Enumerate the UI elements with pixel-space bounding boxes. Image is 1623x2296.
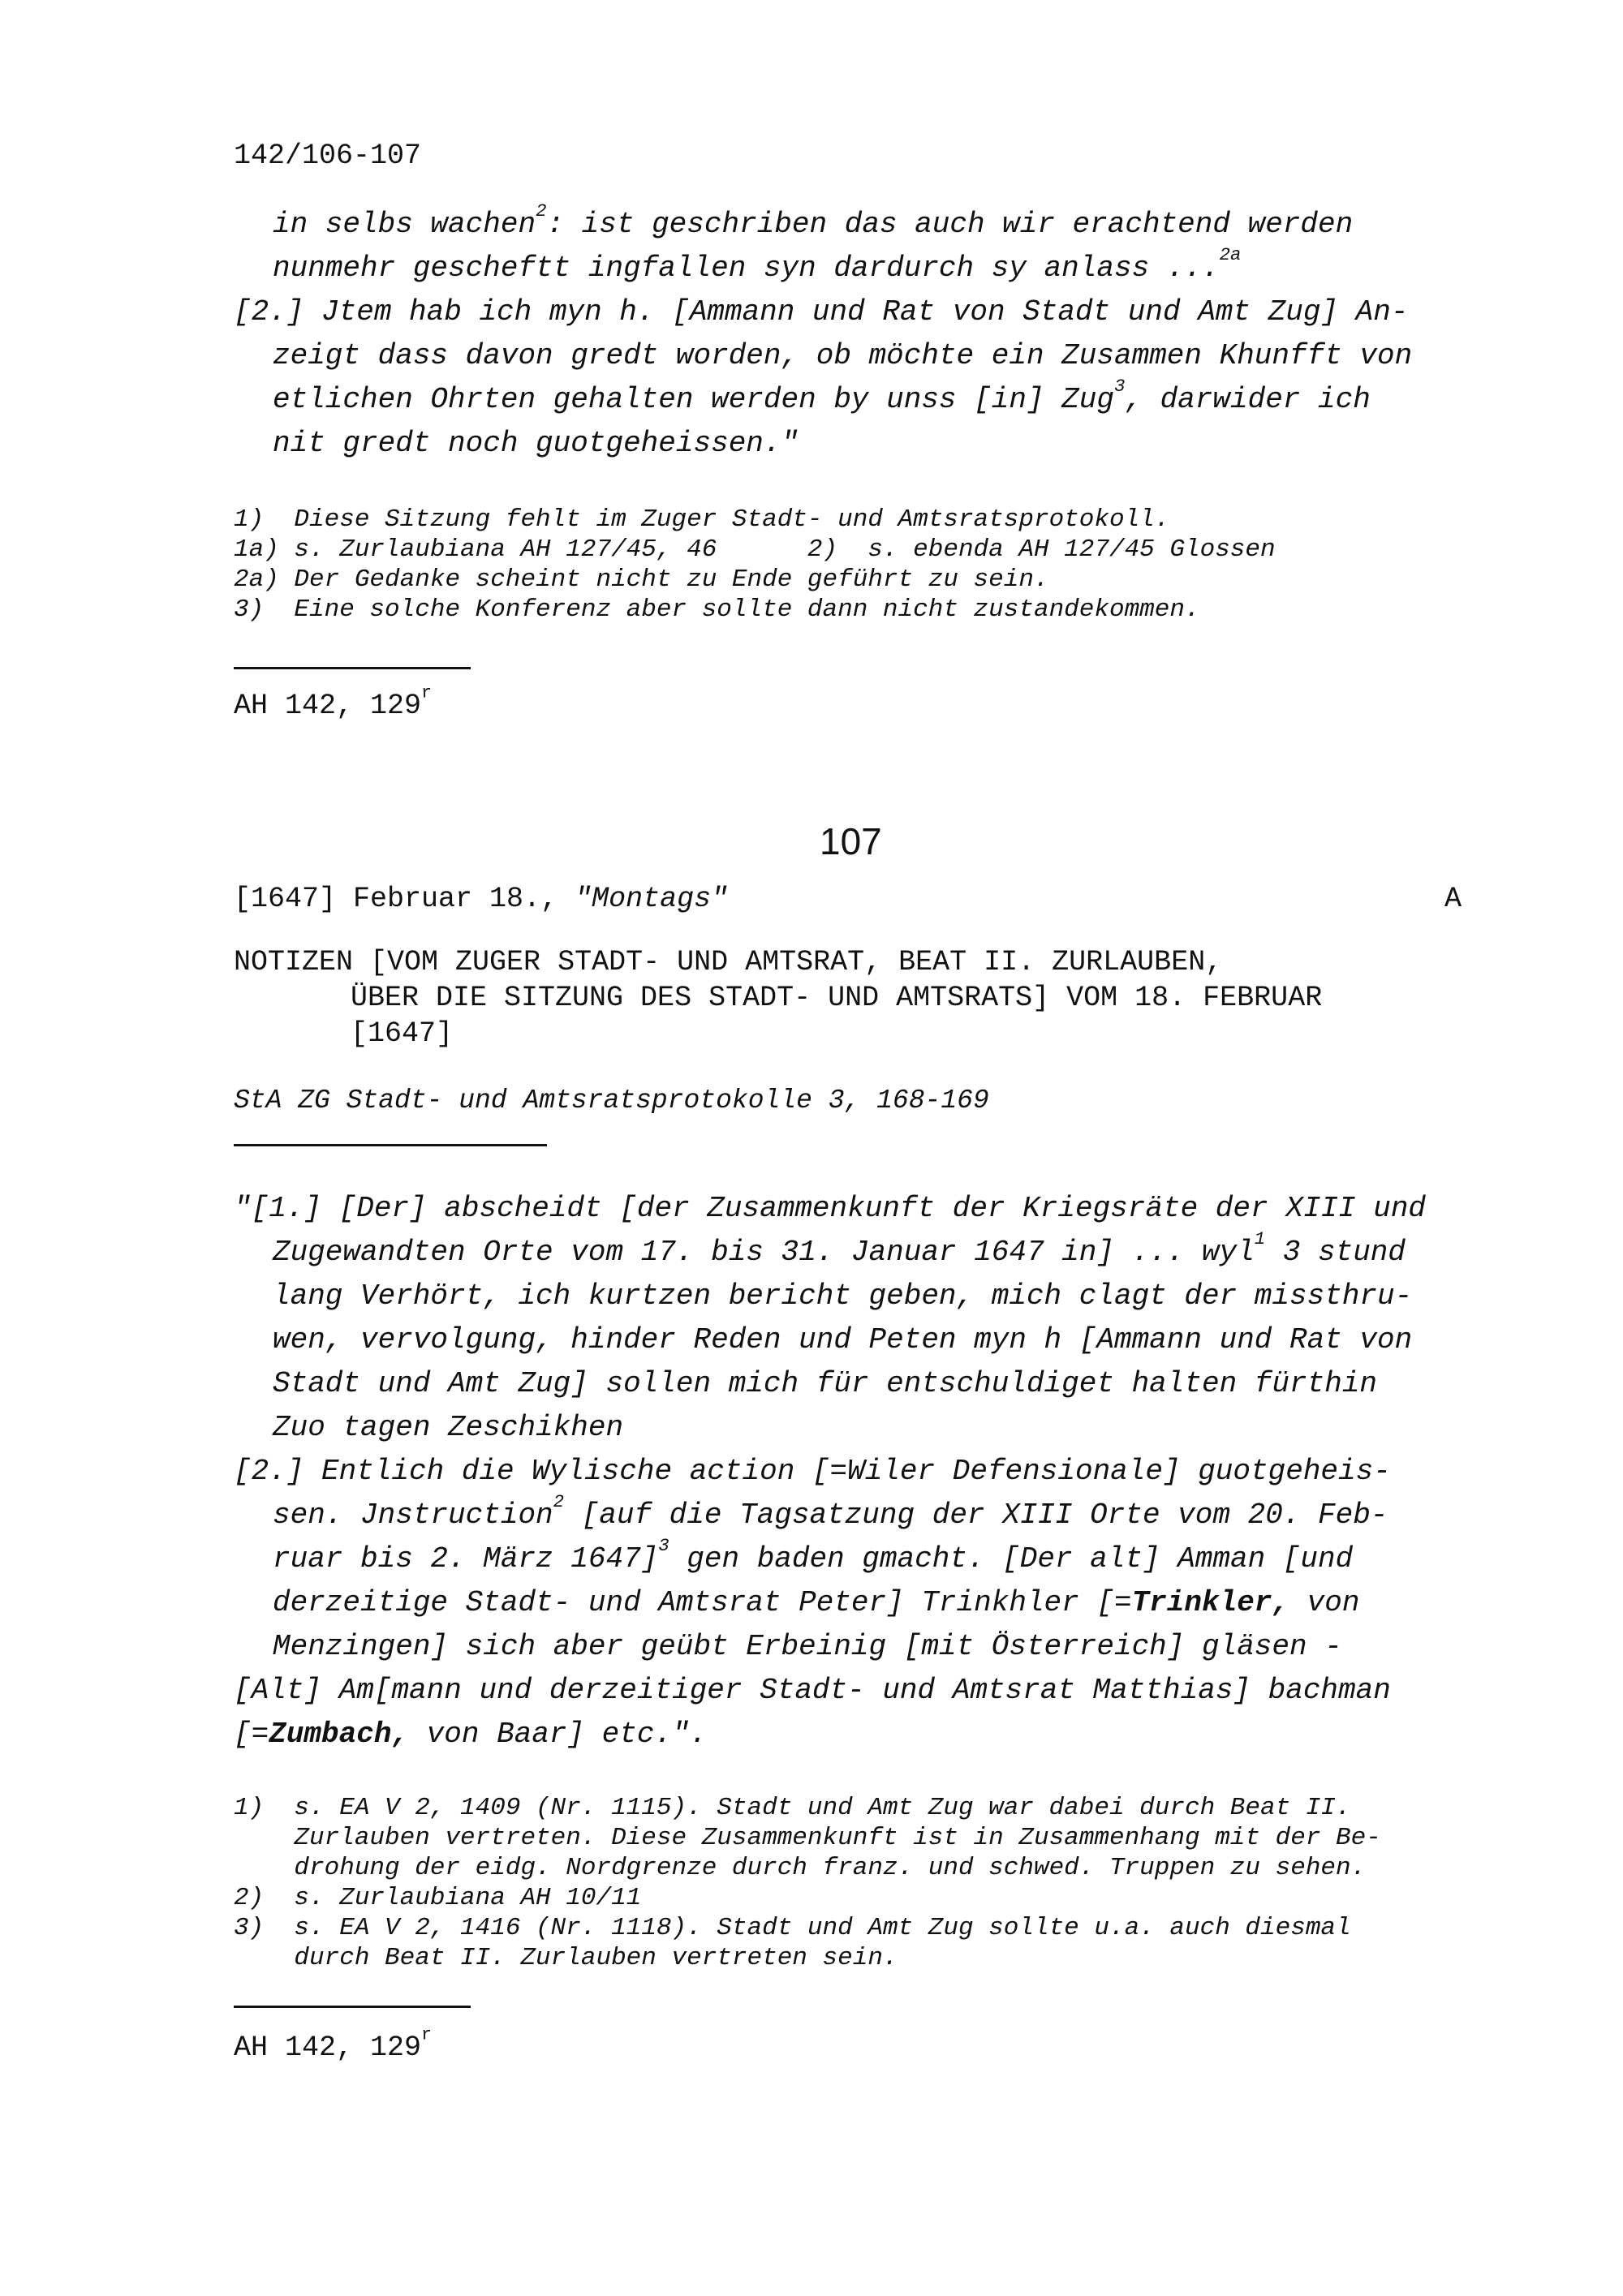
text-segment: gen baden gmacht. [Der alt] Amman [und <box>669 1542 1354 1576</box>
footnotes-top <box>234 505 1276 625</box>
text-line <box>234 1713 1426 1756</box>
footnote-line: Zurlauben vertreten. Diese Zusammenkunft ist in Zusammenhang mit der Be- <box>234 1824 1381 1852</box>
text-line <box>234 200 1412 247</box>
text-line <box>234 1362 1426 1406</box>
text-line <box>234 1534 1426 1581</box>
text-line <box>234 243 1412 290</box>
footnote-marker: 3 <box>658 1534 669 1556</box>
text-segment: von Baar] etc.". <box>409 1718 708 1751</box>
footnote-line: 3) Eine solche Konferenz aber sollte dann nicht zustandekommen. <box>234 595 1200 624</box>
page-reference: 142/106-107 <box>234 140 422 172</box>
entry-marker: A <box>1444 883 1462 915</box>
entry-title-line-2: ÜBER DIE SITZUNG DES STADT- UND AMTSRATS] VOM 18. FEBRUAR <box>351 982 1323 1014</box>
text-segment: , darwider ich <box>1125 383 1371 416</box>
footnotes-entry <box>234 1793 1381 1973</box>
text-segment: Zugewandten Orte vom 17. bis 31. Januar 1647 in] ... wyl <box>273 1236 1255 1269</box>
text-segment: wen, vervolgung, hinder Reden und Peten myn h [Ammann und Rat von <box>273 1323 1413 1357</box>
text-segment: sen. Jnstruction <box>273 1498 553 1532</box>
separator-rule <box>234 1144 547 1146</box>
footnote-line: durch Beat II. Zurlauben vertreten sein. <box>234 1944 898 1972</box>
text-segment: zeigt dass davon gredt worden, ob möchte ein Zusammen Khunfft von <box>273 339 1413 372</box>
text-line <box>234 375 1412 422</box>
text-segment: Menzingen] sich aber geübt Erbeinig [mit Österreich] gläsen - <box>273 1630 1342 1663</box>
text-line <box>234 422 1412 466</box>
text-line <box>234 1581 1426 1625</box>
footnote-marker: 1 <box>1254 1228 1266 1249</box>
entry-title-line-1: NOTIZEN [VOM ZUGER STADT- UND AMTSRAT, BEAT II. ZURLAUBEN, <box>234 946 1223 978</box>
continued-text-block <box>234 200 1413 466</box>
text-line <box>234 1228 1426 1275</box>
text-line <box>234 290 1412 334</box>
source-citation: StA ZG Stadt- und Amtsratsprotokolle 3, 168-169 <box>234 1086 989 1116</box>
text-line <box>234 1450 1426 1494</box>
text-segment: nit gredt noch guotgeheissen." <box>273 427 799 460</box>
text-segment: [= <box>234 1718 269 1751</box>
text-segment: etlichen Ohrten gehalten werden by unss [in] Zug <box>273 383 1114 416</box>
entry-date: [1647] Februar 18., "Montags" <box>234 883 729 915</box>
footnote-marker: 3 <box>1113 375 1126 397</box>
footnote-line: 2) s. Zurlaubiana AH 10/11 <box>234 1884 642 1912</box>
text-segment: "[1.] [Der] abscheidt [der Zusammenkunft der Kriegsräte der XIII und <box>234 1192 1427 1225</box>
archive-reference: AH 142, 129$^r$ <box>234 2024 433 2064</box>
text-segment: [2.] Jtem hab ich myn h. [Ammann und Rat von Stadt und Amt Zug] An- <box>234 295 1409 329</box>
text-segment: : ist geschriben das auch wir erachtend werden <box>546 208 1354 241</box>
separator-rule <box>234 667 471 669</box>
text-segment: Stadt und Amt Zug] sollen mich für entschuldiget halten fürthin <box>273 1367 1378 1400</box>
text-segment: in selbs wachen <box>273 208 536 241</box>
text-segment: Zuo tagen Zeschikhen <box>273 1411 624 1444</box>
text-line <box>234 1318 1426 1362</box>
text-line <box>234 1275 1426 1318</box>
text-segment: 3 stund <box>1265 1236 1406 1269</box>
text-segment: [auf die Tagsatzung der XIII Orte vom 20. Feb- <box>564 1498 1388 1532</box>
text-line <box>234 334 1412 378</box>
emphasized-name: Trinkler, <box>1131 1586 1290 1619</box>
separator-rule <box>234 2006 471 2008</box>
text-segment: von <box>1289 1586 1360 1619</box>
footnote-line: 1a) s. Zurlaubiana AH 127/45, 46 2) s. ebenda AH 127/45 Glossen <box>234 535 1276 564</box>
entry-title-line-3: [1647] <box>351 1017 454 1050</box>
footnote-marker: 2a <box>1219 243 1242 265</box>
text-segment: nunmehr gescheftt ingfallen syn dardurch sy anlass ... <box>273 252 1220 285</box>
text-line <box>234 1669 1426 1713</box>
text-segment: lang Verhört, ich kurtzen bericht geben, mich clagt der missthru- <box>273 1279 1413 1313</box>
entry-text-block <box>234 1187 1426 1756</box>
text-line <box>234 1406 1426 1450</box>
text-line <box>234 1490 1426 1537</box>
footnote-marker: 2 <box>536 200 547 221</box>
footnote-line: 3) s. EA V 2, 1416 (Nr. 1118). Stadt und Amt Zug sollte u.a. auch diesmal <box>234 1914 1351 1942</box>
text-segment: ruar bis 2. März 1647] <box>273 1542 659 1576</box>
archive-reference: AH 142, 129$^r$ <box>234 682 433 722</box>
text-segment: [2.] Entlich die Wylische action [=Wiler Defensionale] guotgeheis- <box>234 1455 1391 1488</box>
footnote-line: 1) s. EA V 2, 1409 (Nr. 1115). Stadt und Amt Zug war dabei durch Beat II. <box>234 1794 1351 1822</box>
footnote-line: drohung der eidg. Nordgrenze durch franz. und schwed. Truppen zu sehen. <box>234 1854 1367 1882</box>
emphasized-name: Zumbach, <box>269 1718 410 1751</box>
text-segment: [Alt] Am[mann und derzeitiger Stadt- und Amtsrat Matthias] bachman <box>234 1674 1391 1707</box>
entry-number: 107 <box>820 820 882 862</box>
footnote-marker: 2 <box>553 1490 565 1512</box>
footnote-line: 1) Diese Sitzung fehlt im Zuger Stadt- und Amtsratsprotokoll. <box>234 505 1170 534</box>
text-line <box>234 1187 1426 1231</box>
footnote-line: 2a) Der Gedanke scheint nicht zu Ende geführt zu sein. <box>234 565 1049 594</box>
text-line <box>234 1625 1426 1669</box>
text-segment: derzeitige Stadt- und Amtsrat Peter] Trinkhler [= <box>273 1586 1132 1619</box>
